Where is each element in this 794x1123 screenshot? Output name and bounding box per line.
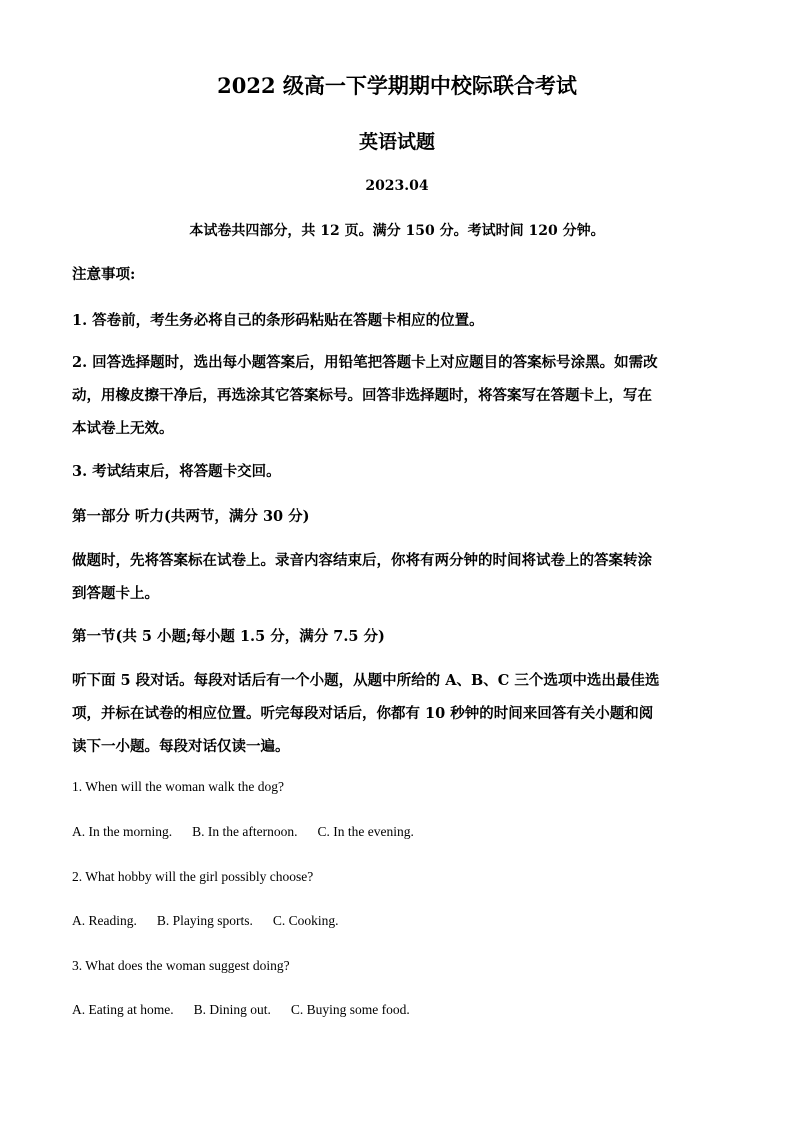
question-3-options bbox=[72, 1002, 724, 1018]
question-2-option-c: C. Cooking. bbox=[272, 913, 339, 928]
question-3-option-b: B. Dining out. bbox=[193, 1002, 271, 1017]
exam-date: 2023.04 bbox=[365, 178, 429, 194]
part1-instruction-line-2: 到答题卡上。 bbox=[72, 585, 159, 602]
section1-instruction-line-2: 项，并标在试卷的相应位置。听完每段对话后，你都有 10 秒钟的时间来回答有关小题和阅 bbox=[72, 705, 654, 722]
question-1-option-c: C. In the evening. bbox=[317, 824, 414, 839]
notes-item-3: 3. 考试结束后，将答题卡交回。 bbox=[72, 463, 281, 480]
question-2-option-a: A. Reading. bbox=[72, 913, 137, 928]
exam-title: 2022 级高一下学期期中校际联合考试 bbox=[217, 73, 577, 98]
section1-heading: 第一节(共 5 小题;每小题 1.5 分，满分 7.5 分) bbox=[72, 628, 385, 645]
section1-instruction-line-3: 读下一小题。每段对话仅读一遍。 bbox=[72, 738, 290, 755]
question-3-option-c: C. Buying some food. bbox=[290, 1002, 410, 1017]
section1-instruction bbox=[72, 664, 724, 763]
notes-item-2-line-2: 动，用橡皮擦干净后，再选涂其它答案标号。回答非选择题时，将答案写在答题卡上，写在 bbox=[72, 387, 652, 404]
part1-instruction bbox=[72, 544, 724, 610]
part1-heading: 第一部分 听力(共两节，满分 30 分) bbox=[72, 508, 310, 525]
exam-subtitle: 英语试题 bbox=[358, 131, 435, 153]
question-2-options bbox=[72, 913, 724, 929]
question-1-stem: 1. When will the woman walk the dog? bbox=[72, 779, 284, 794]
question-1-options bbox=[72, 824, 724, 840]
notes-heading: 注意事项: bbox=[72, 266, 136, 283]
exam-intro: 本试卷共四部分，共 12 页。满分 150 分。考试时间 120 分钟。 bbox=[189, 223, 605, 239]
question-2-option-b: B. Playing sports. bbox=[156, 913, 253, 928]
notes-item-2-line-3: 本试卷上无效。 bbox=[72, 420, 174, 437]
notes-item-2-line-1: 2. 回答选择题时，选出每小题答案后，用铅笔把答题卡上对应题目的答案标号涂黑。如需改 bbox=[72, 354, 658, 371]
question-3-stem: 3. What does the woman suggest doing? bbox=[72, 958, 290, 973]
notes-item-2 bbox=[72, 346, 724, 445]
question-3-option-a: A. Eating at home. bbox=[72, 1002, 174, 1017]
part1-instruction-line-1: 做题时，先将答案标在试卷上。录音内容结束后，你将有两分钟的时间将试卷上的答案转涂 bbox=[72, 552, 652, 569]
notes-item-1: 1. 答卷前，考生务必将自己的条形码粘贴在答题卡相应的位置。 bbox=[72, 312, 484, 329]
question-1-option-a: A. In the morning. bbox=[72, 824, 173, 839]
section1-instruction-line-1: 听下面 5 段对话。每段对话后有一个小题，从题中所给的 A、B、C 三个选项中选出最佳选 bbox=[72, 672, 660, 689]
question-2-stem: 2. What hobby will the girl possibly choose? bbox=[72, 869, 314, 884]
question-1-option-b: B. In the afternoon. bbox=[192, 824, 298, 839]
